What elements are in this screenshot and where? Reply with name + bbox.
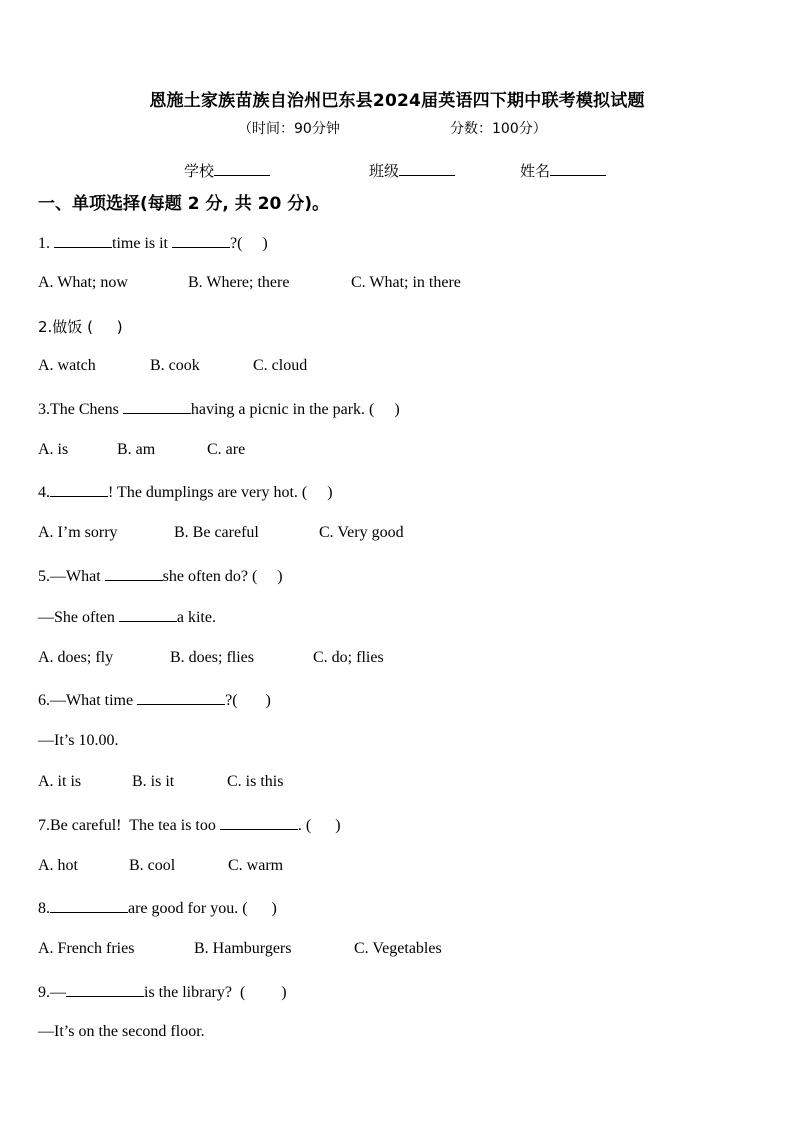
school-field bbox=[184, 160, 270, 181]
question-7-blank[interactable] bbox=[220, 815, 298, 830]
question-1 bbox=[38, 233, 268, 253]
question-9-blank[interactable] bbox=[66, 982, 144, 997]
question-4-option-a[interactable]: A. I’m sorry bbox=[38, 524, 118, 541]
question-1-blank-2[interactable] bbox=[172, 233, 230, 248]
question-4 bbox=[38, 482, 333, 502]
question-3-option-b[interactable]: B. am bbox=[117, 441, 156, 458]
question-9-answer-line: —It’s on the second floor. bbox=[38, 1023, 205, 1040]
question-1-blank-1[interactable] bbox=[54, 233, 112, 248]
question-6-option-a[interactable]: A. it is bbox=[38, 773, 82, 790]
exam-score: 分数：100分） bbox=[450, 121, 547, 137]
question-2: 2.做饭 ( ) bbox=[38, 318, 123, 336]
question-1-option-a[interactable]: A. What; now bbox=[38, 274, 128, 291]
question-8-end: are good for you. ( ) bbox=[128, 900, 277, 917]
question-8-option-c[interactable]: C. Vegetables bbox=[354, 940, 442, 957]
question-2-option-b[interactable]: B. cook bbox=[150, 357, 200, 374]
question-8-blank[interactable] bbox=[50, 898, 128, 913]
question-3 bbox=[38, 399, 400, 419]
question-4-start: 4. bbox=[38, 484, 50, 501]
question-4-option-b[interactable]: B. Be careful bbox=[174, 524, 259, 541]
name-blank[interactable] bbox=[550, 160, 606, 176]
exam-title: 恩施土家族苗族自治州巴东县2024届英语四下期中联考模拟试题 bbox=[149, 91, 645, 111]
question-3-blank[interactable] bbox=[123, 399, 191, 414]
question-7-option-c[interactable]: C. warm bbox=[228, 857, 284, 874]
question-8-option-b[interactable]: B. Hamburgers bbox=[194, 940, 292, 957]
question-5-start: 5.—What bbox=[38, 568, 101, 585]
question-1-option-c[interactable]: C. What; in there bbox=[351, 274, 461, 291]
question-5-option-c[interactable]: C. do; flies bbox=[313, 649, 384, 666]
school-blank[interactable] bbox=[214, 160, 270, 176]
name-field bbox=[520, 160, 606, 181]
question-1-option-b[interactable]: B. Where; there bbox=[188, 274, 290, 291]
question-2-option-a[interactable]: A. watch bbox=[38, 357, 96, 374]
question-6-end: ?( ) bbox=[225, 692, 271, 709]
question-6 bbox=[38, 690, 271, 710]
question-6-option-c[interactable]: C. is this bbox=[227, 773, 284, 790]
question-2-option-c[interactable]: C. cloud bbox=[253, 357, 308, 374]
question-5-option-b[interactable]: B. does; flies bbox=[170, 649, 254, 666]
question-1-text: time is it bbox=[112, 235, 168, 252]
question-9 bbox=[38, 982, 287, 1002]
question-6-option-b[interactable]: B. is it bbox=[132, 773, 175, 790]
question-5-answer-end: a kite. bbox=[176, 609, 216, 626]
question-4-option-c[interactable]: C. Very good bbox=[319, 524, 404, 541]
class-field bbox=[369, 160, 455, 181]
question-7 bbox=[38, 815, 341, 835]
question-3-option-a[interactable]: A. is bbox=[38, 441, 69, 458]
question-1-paren: ?( ) bbox=[230, 235, 268, 252]
name-label: 姓名 bbox=[520, 162, 551, 180]
section-heading: 一、单项选择(每题 2 分, 共 20 分)。 bbox=[38, 194, 330, 214]
question-3-end: having a picnic in the park. ( ) bbox=[190, 401, 400, 418]
question-5-answer-blank[interactable] bbox=[119, 607, 177, 622]
question-3-option-c[interactable]: C. are bbox=[207, 441, 246, 458]
exam-time: （时间：90分钟 bbox=[238, 121, 340, 137]
school-label: 学校 bbox=[184, 162, 215, 180]
question-1-number: 1. bbox=[38, 235, 50, 252]
class-blank[interactable] bbox=[399, 160, 455, 176]
question-8-option-a[interactable]: A. French fries bbox=[38, 940, 135, 957]
question-6-blank[interactable] bbox=[137, 690, 225, 705]
question-9-end: is the library? ( ) bbox=[144, 984, 287, 1001]
class-label: 班级 bbox=[369, 162, 400, 180]
question-7-end: . ( ) bbox=[297, 817, 341, 834]
question-3-start: 3.The Chens bbox=[38, 401, 119, 418]
question-6-answer-line: —It’s 10.00. bbox=[38, 732, 119, 749]
question-5-answer-start: —She often bbox=[38, 609, 115, 626]
question-5-end: she often do? ( ) bbox=[162, 568, 283, 585]
question-6-start: 6.—What time bbox=[38, 692, 134, 709]
question-5-answer-line bbox=[38, 607, 216, 627]
question-8-start: 8. bbox=[38, 900, 50, 917]
question-8 bbox=[38, 898, 277, 918]
question-7-start: 7.Be careful! The tea is too bbox=[38, 817, 216, 834]
question-7-option-a[interactable]: A. hot bbox=[38, 857, 78, 874]
question-5-blank[interactable] bbox=[105, 566, 163, 581]
question-9-start: 9.— bbox=[38, 984, 66, 1001]
question-7-option-b[interactable]: B. cool bbox=[129, 857, 176, 874]
question-5-option-a[interactable]: A. does; fly bbox=[38, 649, 114, 666]
question-4-end: ! The dumplings are very hot. ( ) bbox=[108, 484, 333, 501]
question-4-blank[interactable] bbox=[50, 482, 108, 497]
question-5 bbox=[38, 566, 283, 586]
